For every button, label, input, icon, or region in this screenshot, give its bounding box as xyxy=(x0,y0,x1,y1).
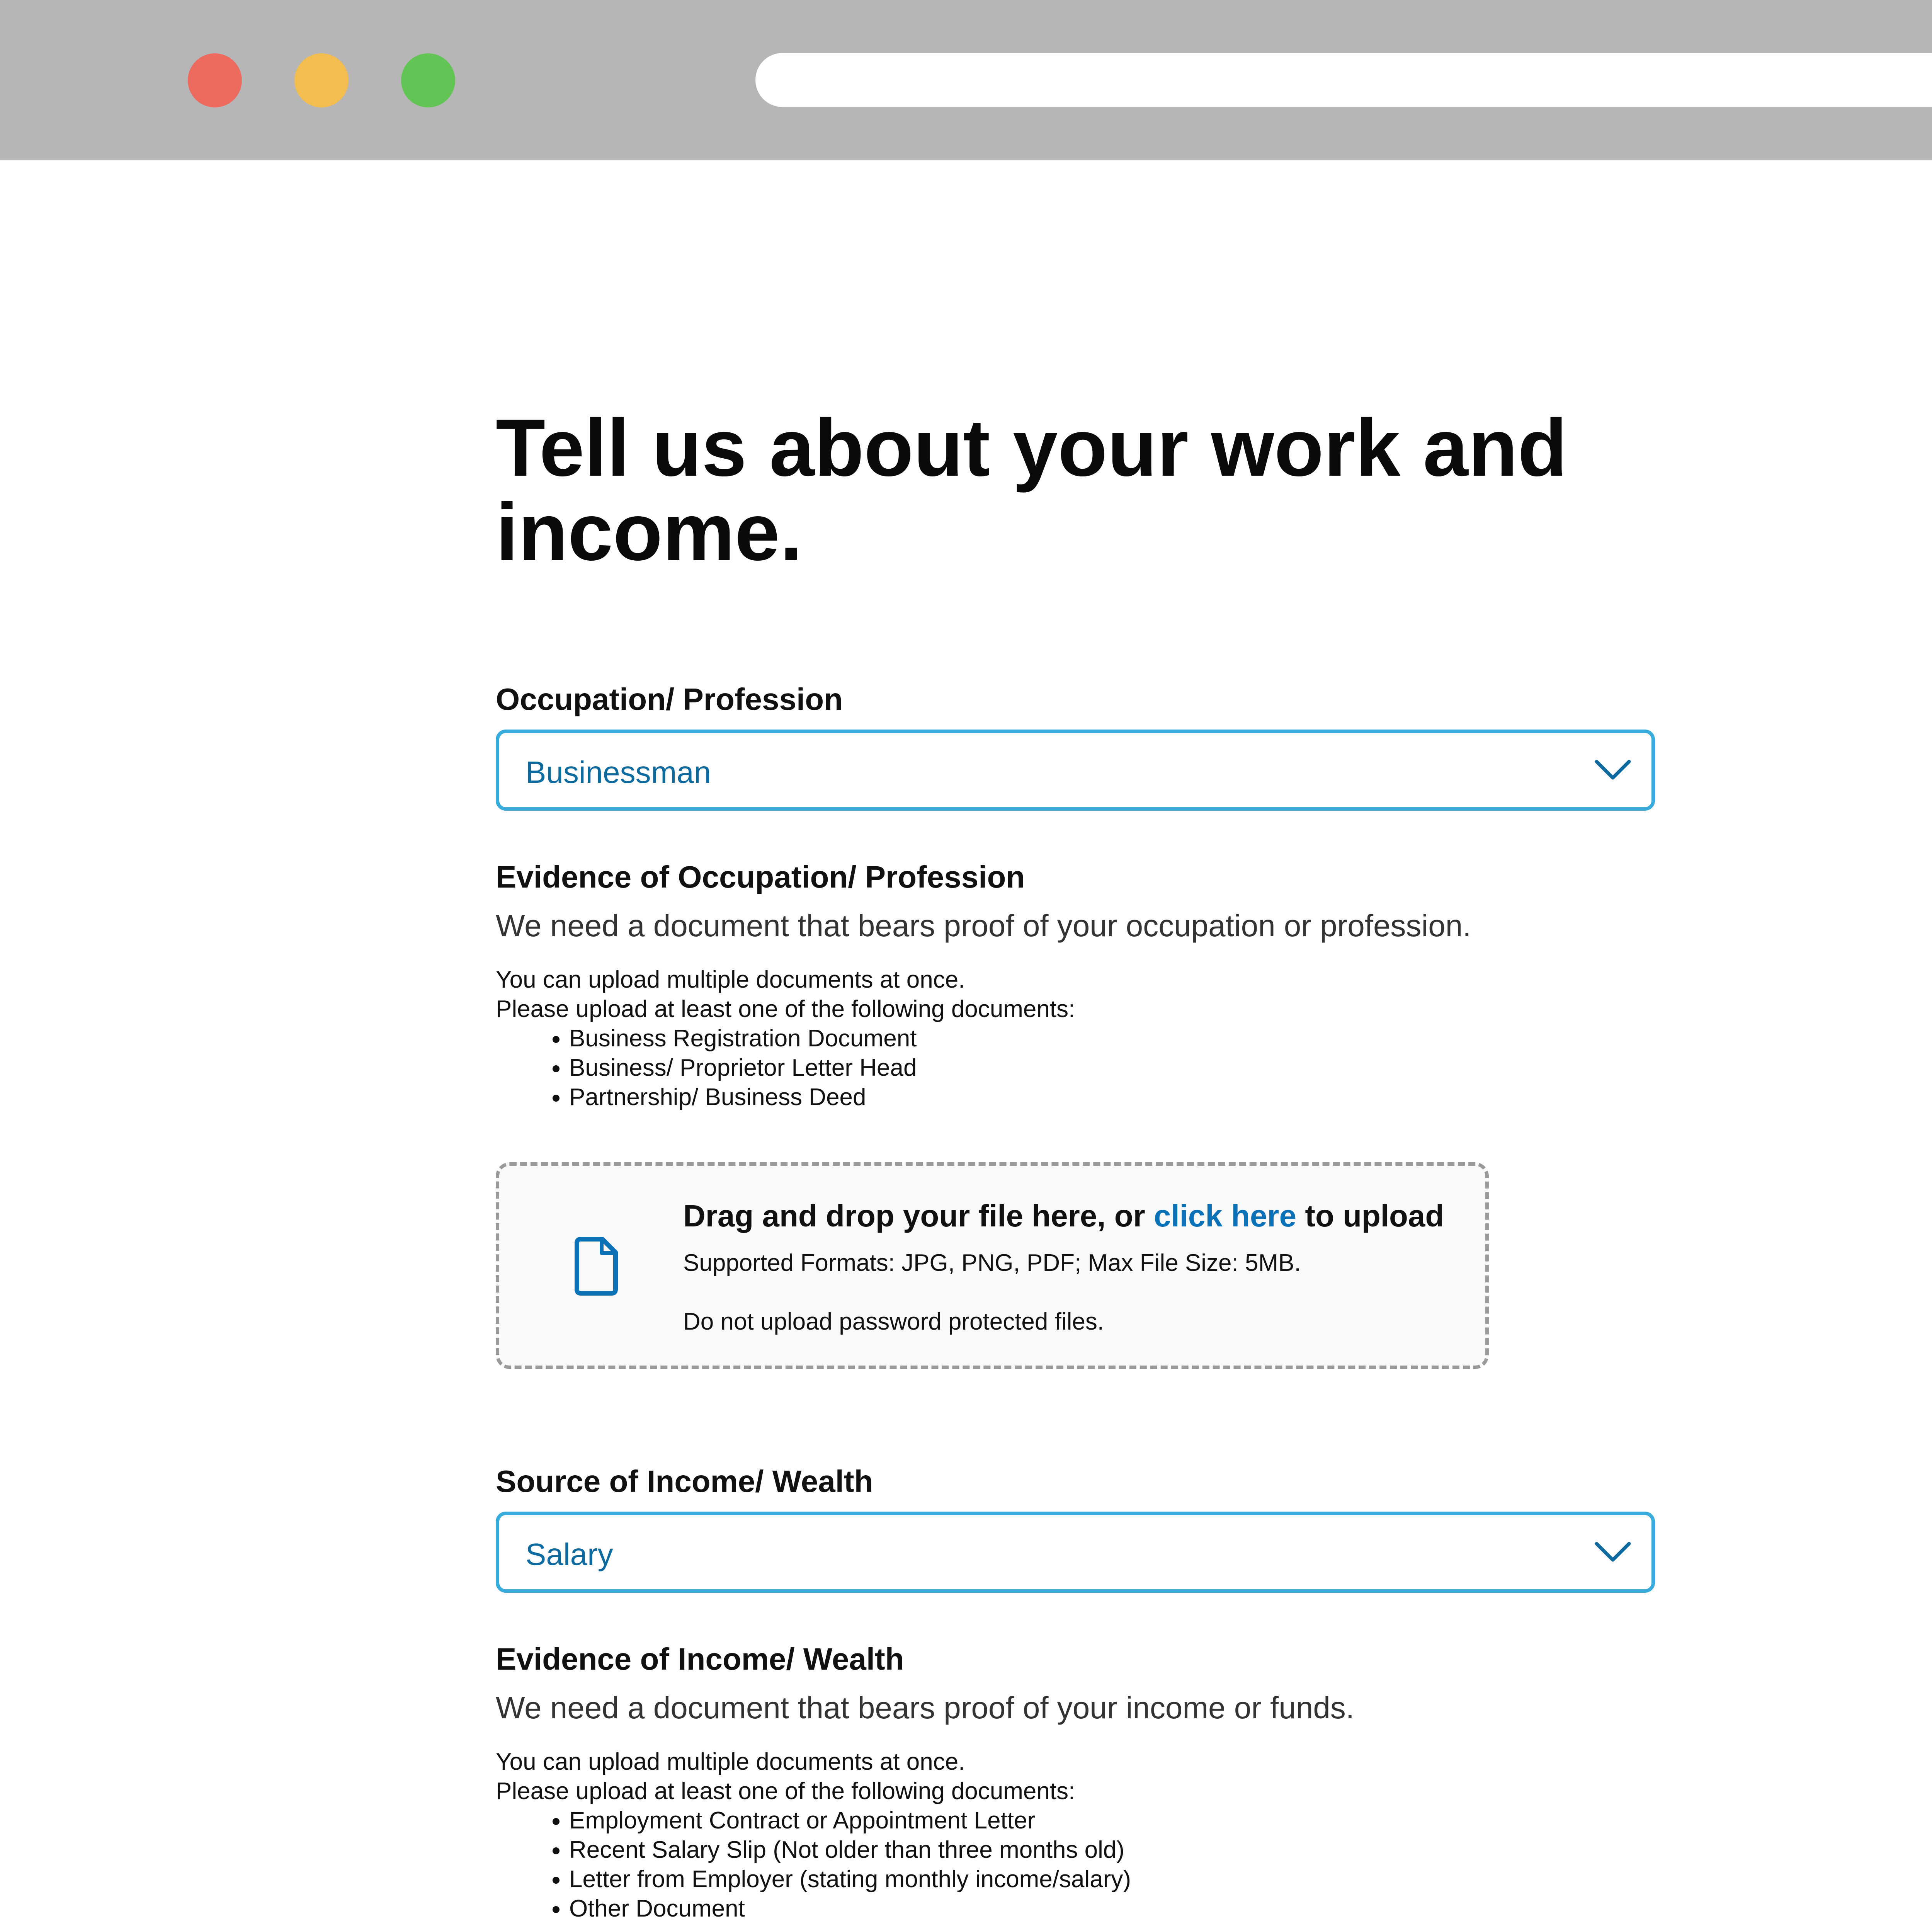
upload-link[interactable]: click here xyxy=(1153,1199,1297,1233)
income-section-salary xyxy=(496,1463,1659,1932)
income-source-select[interactable] xyxy=(496,1512,1655,1593)
list-item: • Partnership/ Business Deed xyxy=(569,1083,917,1112)
address-bar[interactable] xyxy=(755,53,1932,107)
list-item: • Recent Salary Slip (Not older than three months old) xyxy=(569,1835,1131,1865)
list-item: • Letter from Employer (stating monthly income/salary) xyxy=(569,1865,1131,1894)
evidence-description: We need a document that bears proof of your income or funds. xyxy=(496,1690,1355,1725)
required-docs-note: Please upload at least one of the following documents: xyxy=(496,996,1075,1022)
red-dot-icon[interactable] xyxy=(188,53,242,107)
list-item: • Business/ Proprietor Letter Head xyxy=(569,1053,917,1083)
multi-upload-note: You can upload multiple documents at once. xyxy=(496,966,965,993)
list-item: • Employment Contract or Appointment Letter xyxy=(569,1806,1131,1835)
password-warning: Do not upload password protected files. xyxy=(683,1308,1104,1335)
evidence-title: Evidence of Income/ Wealth xyxy=(496,1642,904,1676)
evidence-title: Evidence of Occupation/ Profession xyxy=(496,860,1025,894)
evidence-description: We need a document that bears proof of your occupation or profession. xyxy=(496,908,1471,943)
occupation-section xyxy=(496,681,1659,1376)
green-dot-icon[interactable] xyxy=(401,53,455,107)
upload-instruction xyxy=(683,1197,1444,1235)
browser-chrome xyxy=(0,0,1932,160)
list-item: • Other Document xyxy=(569,1894,1131,1923)
supported-formats: Supported Formats: JPG, PNG, PDF; Max File Size: 5MB. xyxy=(683,1250,1301,1276)
file-icon xyxy=(571,1235,621,1297)
upload-suffix: to upload xyxy=(1296,1199,1444,1233)
income-source-label: Source of Income/ Wealth xyxy=(496,1464,873,1498)
chevron-down-icon xyxy=(1594,1541,1631,1564)
occupation-select[interactable] xyxy=(496,730,1655,811)
multi-upload-note: You can upload multiple documents at once. xyxy=(496,1748,965,1775)
chevron-down-icon xyxy=(1594,759,1631,782)
file-dropzone[interactable] xyxy=(496,1162,1489,1369)
occupation-label: Occupation/ Profession xyxy=(496,682,843,716)
document-list xyxy=(546,1024,917,1112)
occupation-select-value: Businessman xyxy=(526,755,711,789)
income-source-select-value: Salary xyxy=(526,1537,613,1571)
yellow-dot-icon[interactable] xyxy=(294,53,349,107)
page-title: Tell us about your work and income. xyxy=(496,402,1568,577)
upload-prefix: Drag and drop your file here, or xyxy=(683,1199,1154,1233)
required-docs-note: Please upload at least one of the following documents: xyxy=(496,1778,1075,1804)
list-item: • Business Registration Document xyxy=(569,1024,917,1053)
document-list xyxy=(546,1806,1131,1923)
